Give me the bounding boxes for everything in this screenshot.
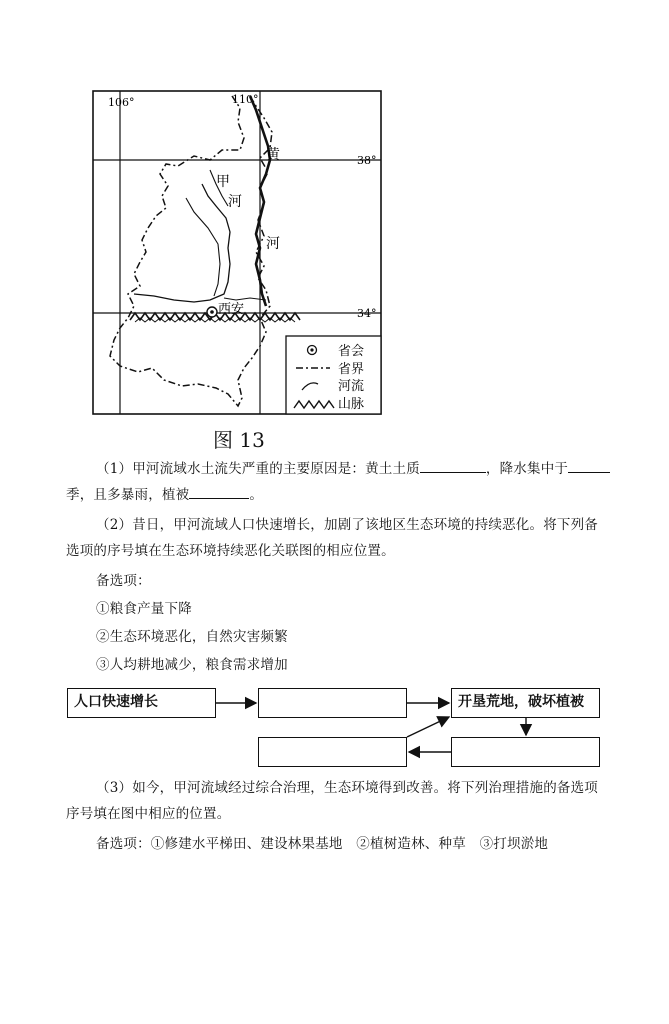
legend-label-capital: 省会	[338, 344, 365, 359]
yellow-river-char-1: 黄	[266, 147, 280, 163]
q1-text-c: 季，且多暴雨，植被	[66, 487, 190, 503]
question-3: （3）如今，甲河流域经过综合治理，生态环境得到改善。将下列治理措施的备选项序号填在图中相应的位置。	[66, 780, 598, 822]
q2-option-2: ②生态环境恶化，自然灾害频繁	[96, 629, 288, 645]
q1-text-d: 。	[249, 487, 264, 503]
jia-river-char-2: 河	[228, 194, 242, 210]
legend-label-mountain: 山脉	[338, 397, 365, 412]
city-label: 西安	[218, 302, 245, 317]
q2-options-label: 备选项：	[96, 573, 151, 589]
q2-option-3: ③人均耕地减少，粮食需求增加	[96, 657, 288, 673]
arrow-diagonal	[407, 717, 449, 737]
flow-box-reclaim-land: 开垦荒地，破坏植被	[451, 688, 600, 718]
lon-label-left: 106°	[108, 96, 135, 109]
lat-label-bottom: 34°	[357, 307, 377, 320]
q3-options: 备选项：①修建水平梯田、建设林果基地 ②植树造林、种草 ③打坝淤地	[96, 836, 549, 852]
flow-box-population-growth: 人口快速增长	[67, 688, 216, 718]
lon-label-right: 110°	[232, 93, 259, 106]
q1-text-a: （1）甲河流域水土流失严重的主要原因是：黄土土质	[96, 461, 420, 477]
legend-label-border: 省界	[338, 362, 365, 377]
legend-label-river: 河流	[338, 379, 365, 394]
jia-river-char-1: 甲	[216, 174, 230, 190]
yellow-river-char-2: 河	[266, 236, 280, 252]
question-2: （2）昔日，甲河流域人口快速增长，加剧了该地区生态环境的持续恶化。将下列备选项的序号填在生态环境持续恶化关联图的相应位置。	[66, 517, 598, 559]
lat-label-top: 38°	[357, 154, 377, 167]
q2-option-1: ①粮食产量下降	[96, 601, 192, 617]
figure-caption: 图 13	[213, 428, 265, 452]
q1-text-b: ，降水集中于	[485, 461, 569, 477]
